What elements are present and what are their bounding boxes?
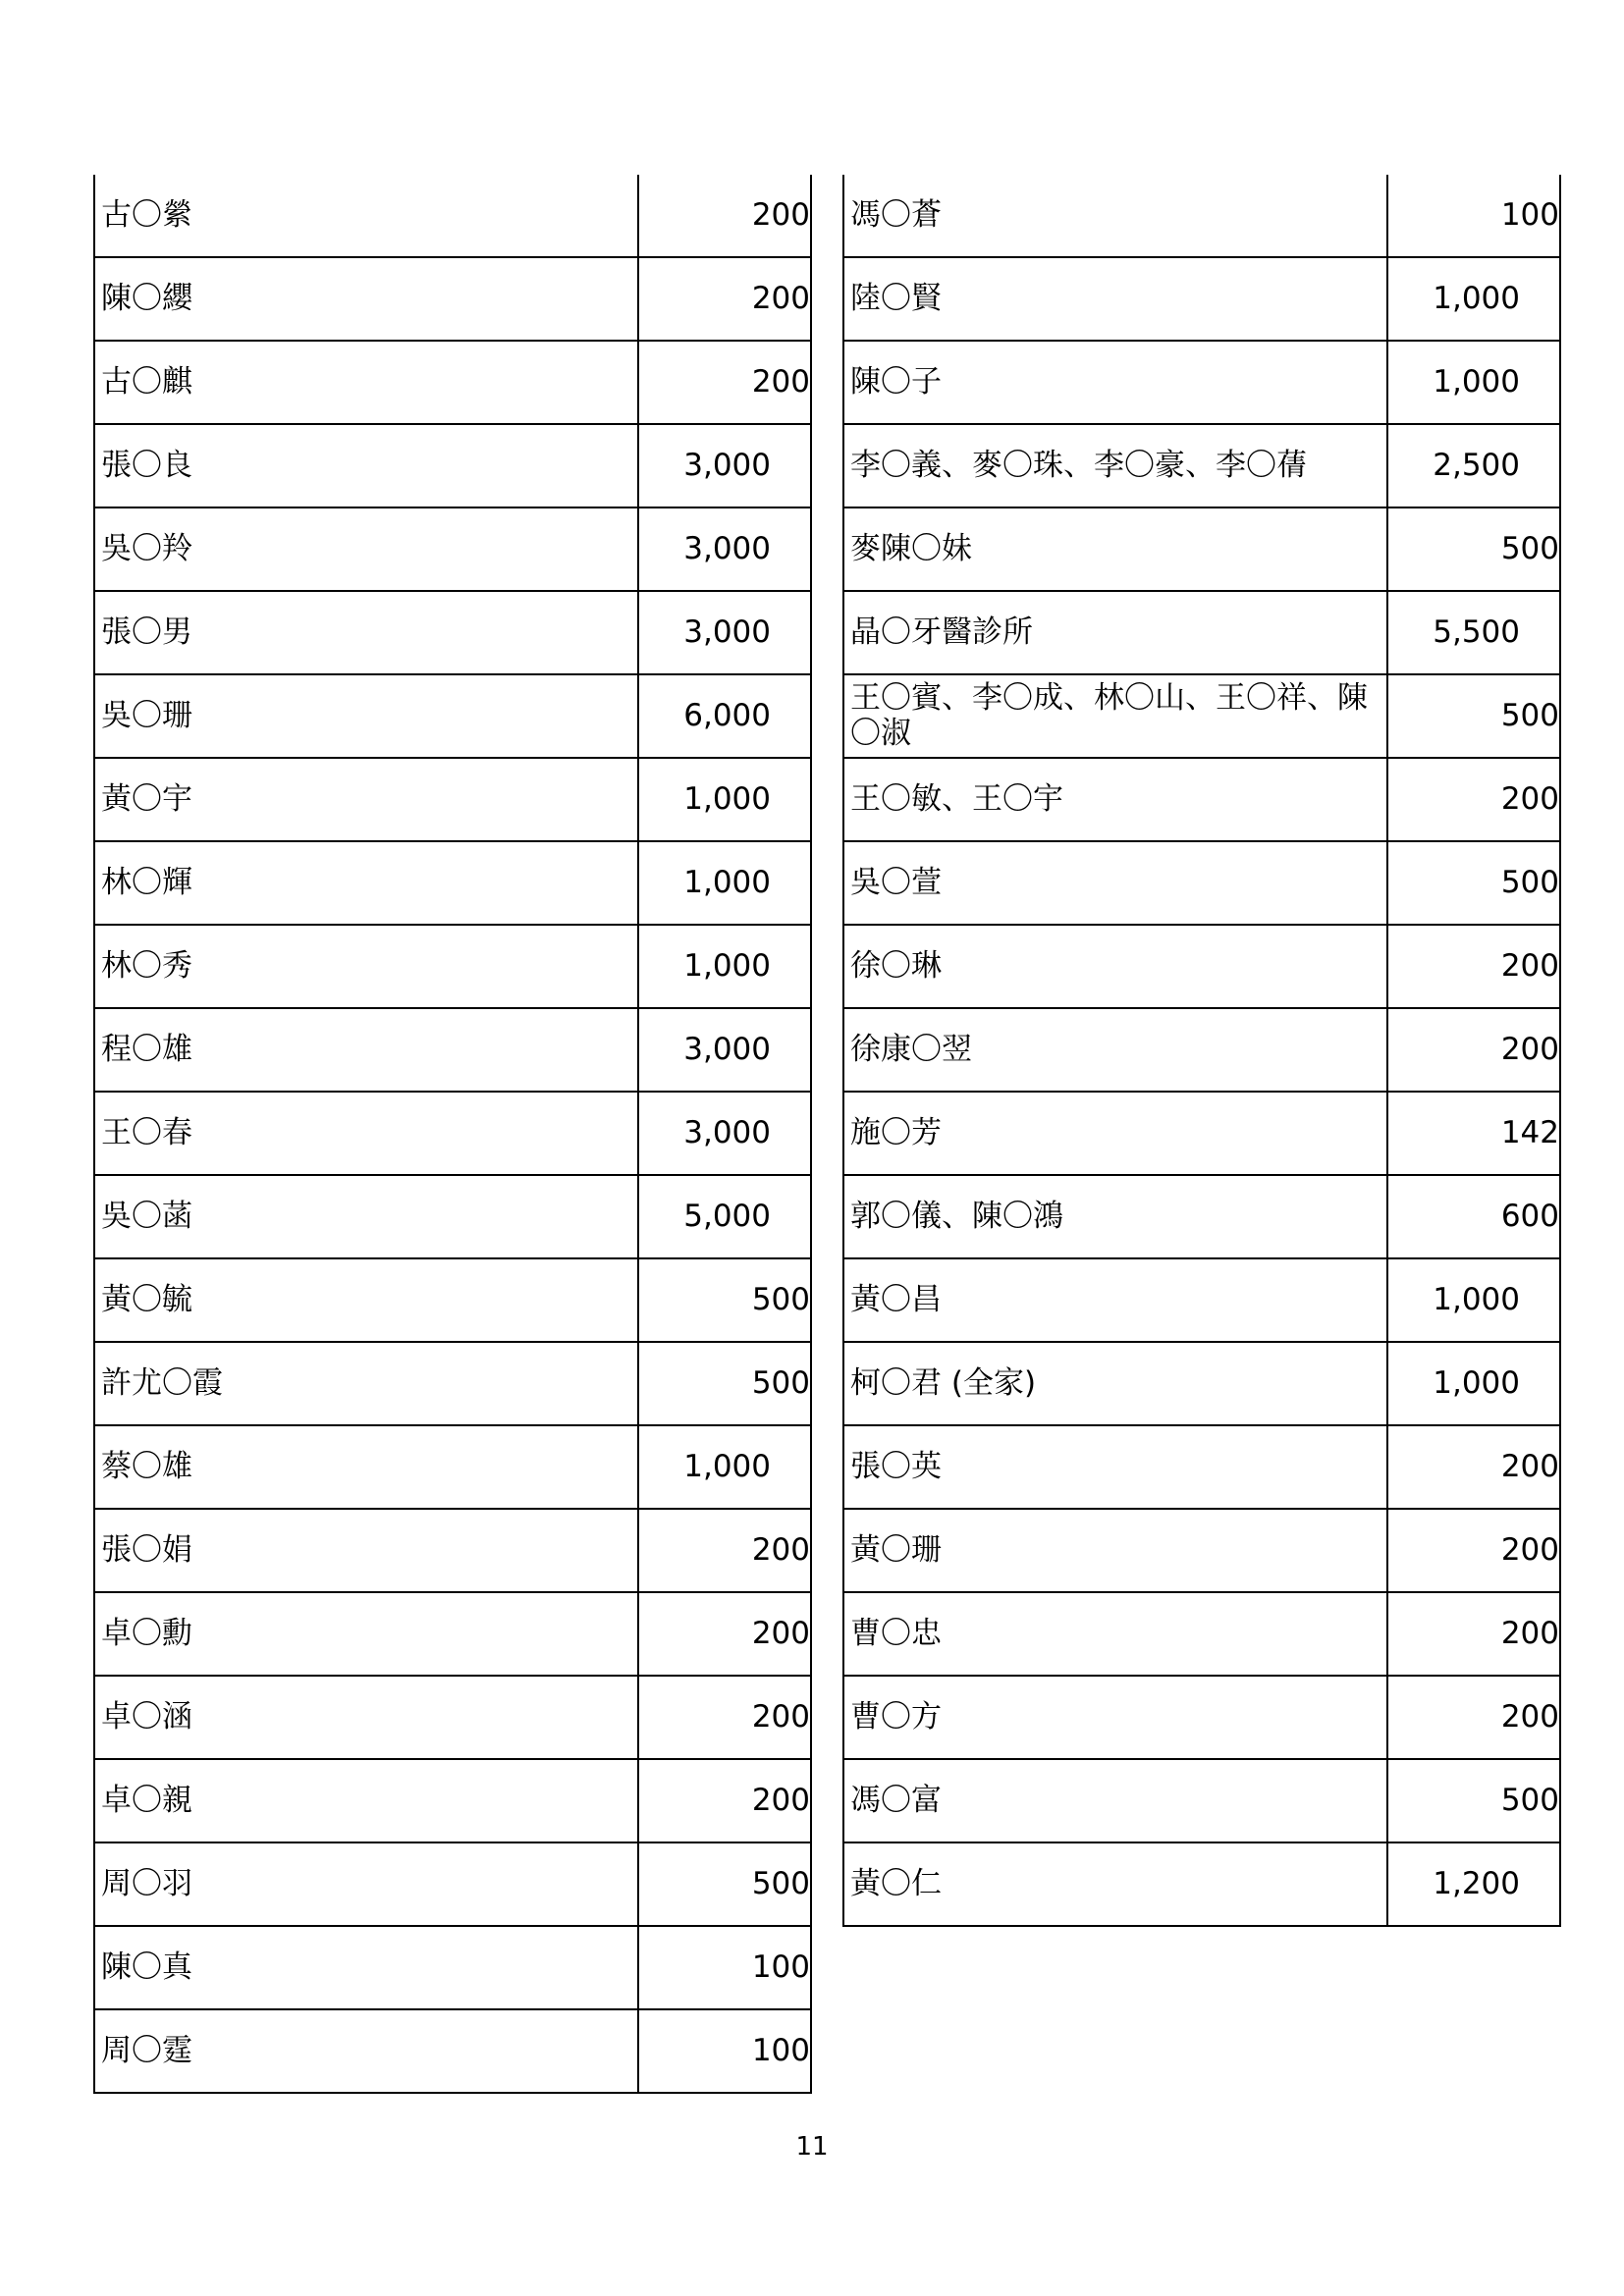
donation-amount-cell: 200	[1387, 1008, 1560, 1092]
table-row	[843, 257, 1560, 341]
donor-name-cell: 施〇芳	[843, 1092, 1387, 1175]
table-row	[94, 674, 811, 758]
table-row	[843, 925, 1560, 1008]
donation-amount-cell: 200	[638, 1676, 811, 1759]
donation-amount-cell: 500	[1387, 507, 1560, 591]
donation-amount-cell: 200	[638, 341, 811, 424]
donation-amount-cell: 200	[638, 257, 811, 341]
donor-name-cell: 曹〇方	[843, 1676, 1387, 1759]
donor-name-cell: 古〇麒	[94, 341, 638, 424]
donor-table-right-body	[843, 175, 1560, 1926]
donor-name-cell: 林〇秀	[94, 925, 638, 1008]
table-row	[843, 1676, 1560, 1759]
table-row	[94, 1509, 811, 1592]
donation-amount-cell: 200	[1387, 1509, 1560, 1592]
donor-name-cell: 黃〇宇	[94, 758, 638, 841]
donation-amount-cell: 3,000	[638, 591, 811, 674]
table-row	[843, 758, 1560, 841]
donation-amount-cell: 6,000	[638, 674, 811, 758]
donor-name-cell: 王〇春	[94, 1092, 638, 1175]
table-row	[843, 591, 1560, 674]
donor-name-cell: 古〇縈	[94, 175, 638, 257]
donation-amount-cell: 1,000	[638, 841, 811, 925]
donor-name-cell: 張〇男	[94, 591, 638, 674]
table-row	[843, 1258, 1560, 1342]
donation-amount-cell: 200	[1387, 1676, 1560, 1759]
donation-amount-cell: 1,000	[638, 758, 811, 841]
donor-name-cell: 黃〇仁	[843, 1842, 1387, 1926]
donor-name-cell: 吳〇珊	[94, 674, 638, 758]
donation-amount-cell: 5,500	[1387, 591, 1560, 674]
table-row	[843, 175, 1560, 257]
donor-name-cell: 郭〇儀、陳〇鴻	[843, 1175, 1387, 1258]
table-row	[94, 841, 811, 925]
donor-name-cell: 黃〇毓	[94, 1258, 638, 1342]
donation-amount-cell: 500	[638, 1342, 811, 1425]
donation-amount-cell: 1,000	[638, 1425, 811, 1509]
donation-amount-cell: 500	[638, 1258, 811, 1342]
table-row	[94, 1342, 811, 1425]
table-row	[94, 1592, 811, 1676]
donor-name-cell: 林〇輝	[94, 841, 638, 925]
donation-amount-cell: 100	[638, 1926, 811, 2009]
donation-amount-cell: 200	[1387, 925, 1560, 1008]
table-row	[94, 1258, 811, 1342]
donation-amount-cell: 1,000	[1387, 341, 1560, 424]
table-row	[94, 591, 811, 674]
table-row	[843, 1092, 1560, 1175]
donor-name-cell: 吳〇萱	[843, 841, 1387, 925]
donation-amount-cell: 200	[1387, 1425, 1560, 1509]
donor-name-cell: 黃〇昌	[843, 1258, 1387, 1342]
donation-amount-cell: 200	[638, 1759, 811, 1842]
donor-name-cell: 李〇義、麥〇珠、李〇豪、李〇蒨	[843, 424, 1387, 507]
donor-name-cell: 柯〇君 (全家)	[843, 1342, 1387, 1425]
donor-name-cell: 張〇良	[94, 424, 638, 507]
donation-amount-cell: 1,000	[638, 925, 811, 1008]
donation-amount-cell: 2,500	[1387, 424, 1560, 507]
table-row	[94, 424, 811, 507]
donation-amount-cell: 1,200	[1387, 1842, 1560, 1926]
table-row	[843, 1425, 1560, 1509]
donor-name-cell: 王〇敏、王〇宇	[843, 758, 1387, 841]
table-row	[843, 1509, 1560, 1592]
table-row	[843, 1759, 1560, 1842]
donation-amount-cell: 200	[638, 1592, 811, 1676]
table-row	[843, 1592, 1560, 1676]
donor-table-left-body	[94, 175, 811, 2093]
donor-name-cell: 周〇霆	[94, 2009, 638, 2093]
table-row	[843, 507, 1560, 591]
table-row	[94, 1008, 811, 1092]
donor-name-cell: 吳〇菡	[94, 1175, 638, 1258]
donation-amount-cell: 500	[1387, 1759, 1560, 1842]
donation-amount-cell: 1,000	[1387, 257, 1560, 341]
donation-amount-cell: 200	[1387, 1592, 1560, 1676]
table-row	[94, 257, 811, 341]
donor-name-cell: 曹〇忠	[843, 1592, 1387, 1676]
table-row	[843, 1342, 1560, 1425]
table-row	[94, 507, 811, 591]
table-row	[94, 1175, 811, 1258]
table-row	[843, 1175, 1560, 1258]
table-row	[94, 2009, 811, 2093]
donor-name-cell: 程〇雄	[94, 1008, 638, 1092]
donor-name-cell: 徐〇琳	[843, 925, 1387, 1008]
donation-amount-cell: 1,000	[1387, 1258, 1560, 1342]
table-row	[843, 1008, 1560, 1092]
donor-name-cell: 徐康〇翌	[843, 1008, 1387, 1092]
donor-name-cell: 卓〇親	[94, 1759, 638, 1842]
donor-name-cell: 周〇羽	[94, 1842, 638, 1926]
donation-amount-cell: 500	[638, 1842, 811, 1926]
donation-amount-cell: 3,000	[638, 1092, 811, 1175]
donor-name-cell: 黃〇珊	[843, 1509, 1387, 1592]
donation-amount-cell: 500	[1387, 841, 1560, 925]
donor-name-cell: 陳〇子	[843, 341, 1387, 424]
donor-table-left	[93, 175, 812, 2094]
donor-name-cell: 麥陳〇妹	[843, 507, 1387, 591]
table-row	[94, 1425, 811, 1509]
donor-name-cell: 陸〇賢	[843, 257, 1387, 341]
table-row	[94, 758, 811, 841]
table-row	[843, 1842, 1560, 1926]
donation-amount-cell: 600	[1387, 1175, 1560, 1258]
donation-amount-cell: 200	[638, 175, 811, 257]
table-row	[843, 841, 1560, 925]
table-row	[843, 674, 1560, 758]
donation-amount-cell: 3,000	[638, 424, 811, 507]
donation-amount-cell: 500	[1387, 674, 1560, 758]
table-row	[94, 1759, 811, 1842]
donor-name-cell: 許尤〇霞	[94, 1342, 638, 1425]
donation-amount-cell: 1,000	[1387, 1342, 1560, 1425]
table-row	[94, 1842, 811, 1926]
donor-name-cell: 陳〇真	[94, 1926, 638, 2009]
table-row	[94, 1926, 811, 2009]
donation-amount-cell: 100	[1387, 175, 1560, 257]
donation-amount-cell: 142	[1387, 1092, 1560, 1175]
donation-amount-cell: 100	[638, 2009, 811, 2093]
donation-amount-cell: 200	[638, 1509, 811, 1592]
donation-amount-cell: 3,000	[638, 507, 811, 591]
donor-name-cell: 卓〇涵	[94, 1676, 638, 1759]
donor-table-right	[842, 175, 1561, 1927]
donation-amount-cell: 5,000	[638, 1175, 811, 1258]
donation-amount-cell: 200	[1387, 758, 1560, 841]
donor-name-cell: 馮〇蒼	[843, 175, 1387, 257]
table-row	[94, 175, 811, 257]
donor-name-cell: 蔡〇雄	[94, 1425, 638, 1509]
table-row	[94, 1676, 811, 1759]
donor-name-cell: 王〇賓、李〇成、林〇山、王〇祥、陳〇淑	[843, 674, 1387, 758]
donor-name-cell: 馮〇富	[843, 1759, 1387, 1842]
donor-name-cell: 張〇娟	[94, 1509, 638, 1592]
table-row	[94, 341, 811, 424]
donor-name-cell: 張〇英	[843, 1425, 1387, 1509]
table-row	[94, 1092, 811, 1175]
donor-name-cell: 吳〇羚	[94, 507, 638, 591]
page-number: 11	[795, 2132, 829, 2162]
table-row	[94, 925, 811, 1008]
table-row	[843, 341, 1560, 424]
donor-name-cell: 卓〇勳	[94, 1592, 638, 1676]
table-row	[843, 424, 1560, 507]
donation-amount-cell: 3,000	[638, 1008, 811, 1092]
donor-name-cell: 陳〇纓	[94, 257, 638, 341]
donor-name-cell: 晶〇牙醫診所	[843, 591, 1387, 674]
